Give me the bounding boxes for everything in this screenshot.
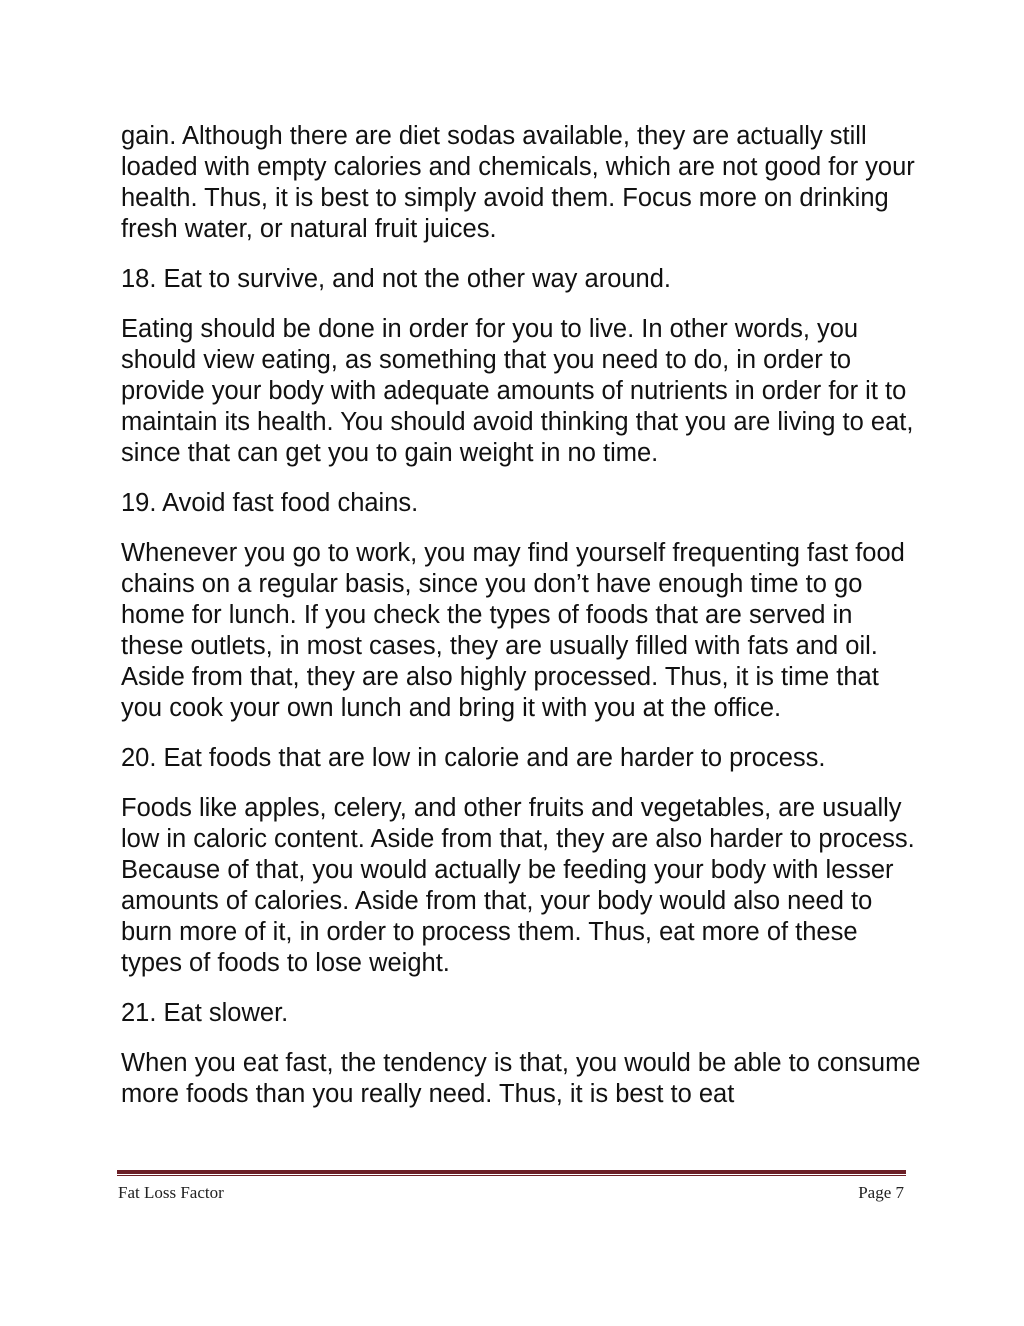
page-footer	[118, 1183, 904, 1203]
tip-heading-21: 21. Eat slower.	[121, 999, 289, 1027]
footer-divider	[117, 1170, 906, 1176]
paragraph-tip-18: Eating should be done in order for you to live. In other words, you should view eating, as something that you need to do, in order to provide your body with adequate amounts of nutrients in order for it to maintain its health. You should avoid thinking that you are living to eat, since that can get you to gain weight in no time.	[121, 315, 914, 467]
paragraph-tip-19: Whenever you go to work, you may find yourself frequenting fast food chains on a regular basis, since you don’t have enough time to go home for lunch. If you check the types of foods that are served in these outlets, in most cases, they are usually filled with fats and oil. Aside from that, they are also highly processed. Thus, it is time that you cook your own lunch and bring it with you at the office.	[121, 539, 905, 722]
footer-title: Fat Loss Factor	[118, 1183, 224, 1202]
tip-heading-20: 20. Eat foods that are low in calorie and are harder to process.	[121, 744, 826, 772]
paragraph-tip-21: When you eat fast, the tendency is that, you would be able to consume more foods than you really need. Thus, it is best to eat	[121, 1049, 921, 1108]
tip-heading-18: 18. Eat to survive, and not the other way around.	[121, 265, 672, 293]
body-text	[121, 121, 921, 1129]
paragraph-tip-20: Foods like apples, celery, and other fruits and vegetables, are usually low in caloric content. Aside from that, they are also harder to process. Because of that, you would actually be feeding your body with lesser amounts of calories. Aside from that, your body would also need to burn more of it, in order to process them. Thus, eat more of these types of foods to lose weight.	[121, 794, 915, 977]
page-number: Page 7	[858, 1183, 904, 1202]
tip-heading-19: 19. Avoid fast food chains.	[121, 489, 419, 517]
paragraph-continuation: gain. Although there are diet sodas available, they are actually still loaded with empty calories and chemicals, which are not good for your health. Thus, it is best to simply avoid them. Focus more on drinking fresh water, or natural fruit juices.	[121, 122, 915, 243]
